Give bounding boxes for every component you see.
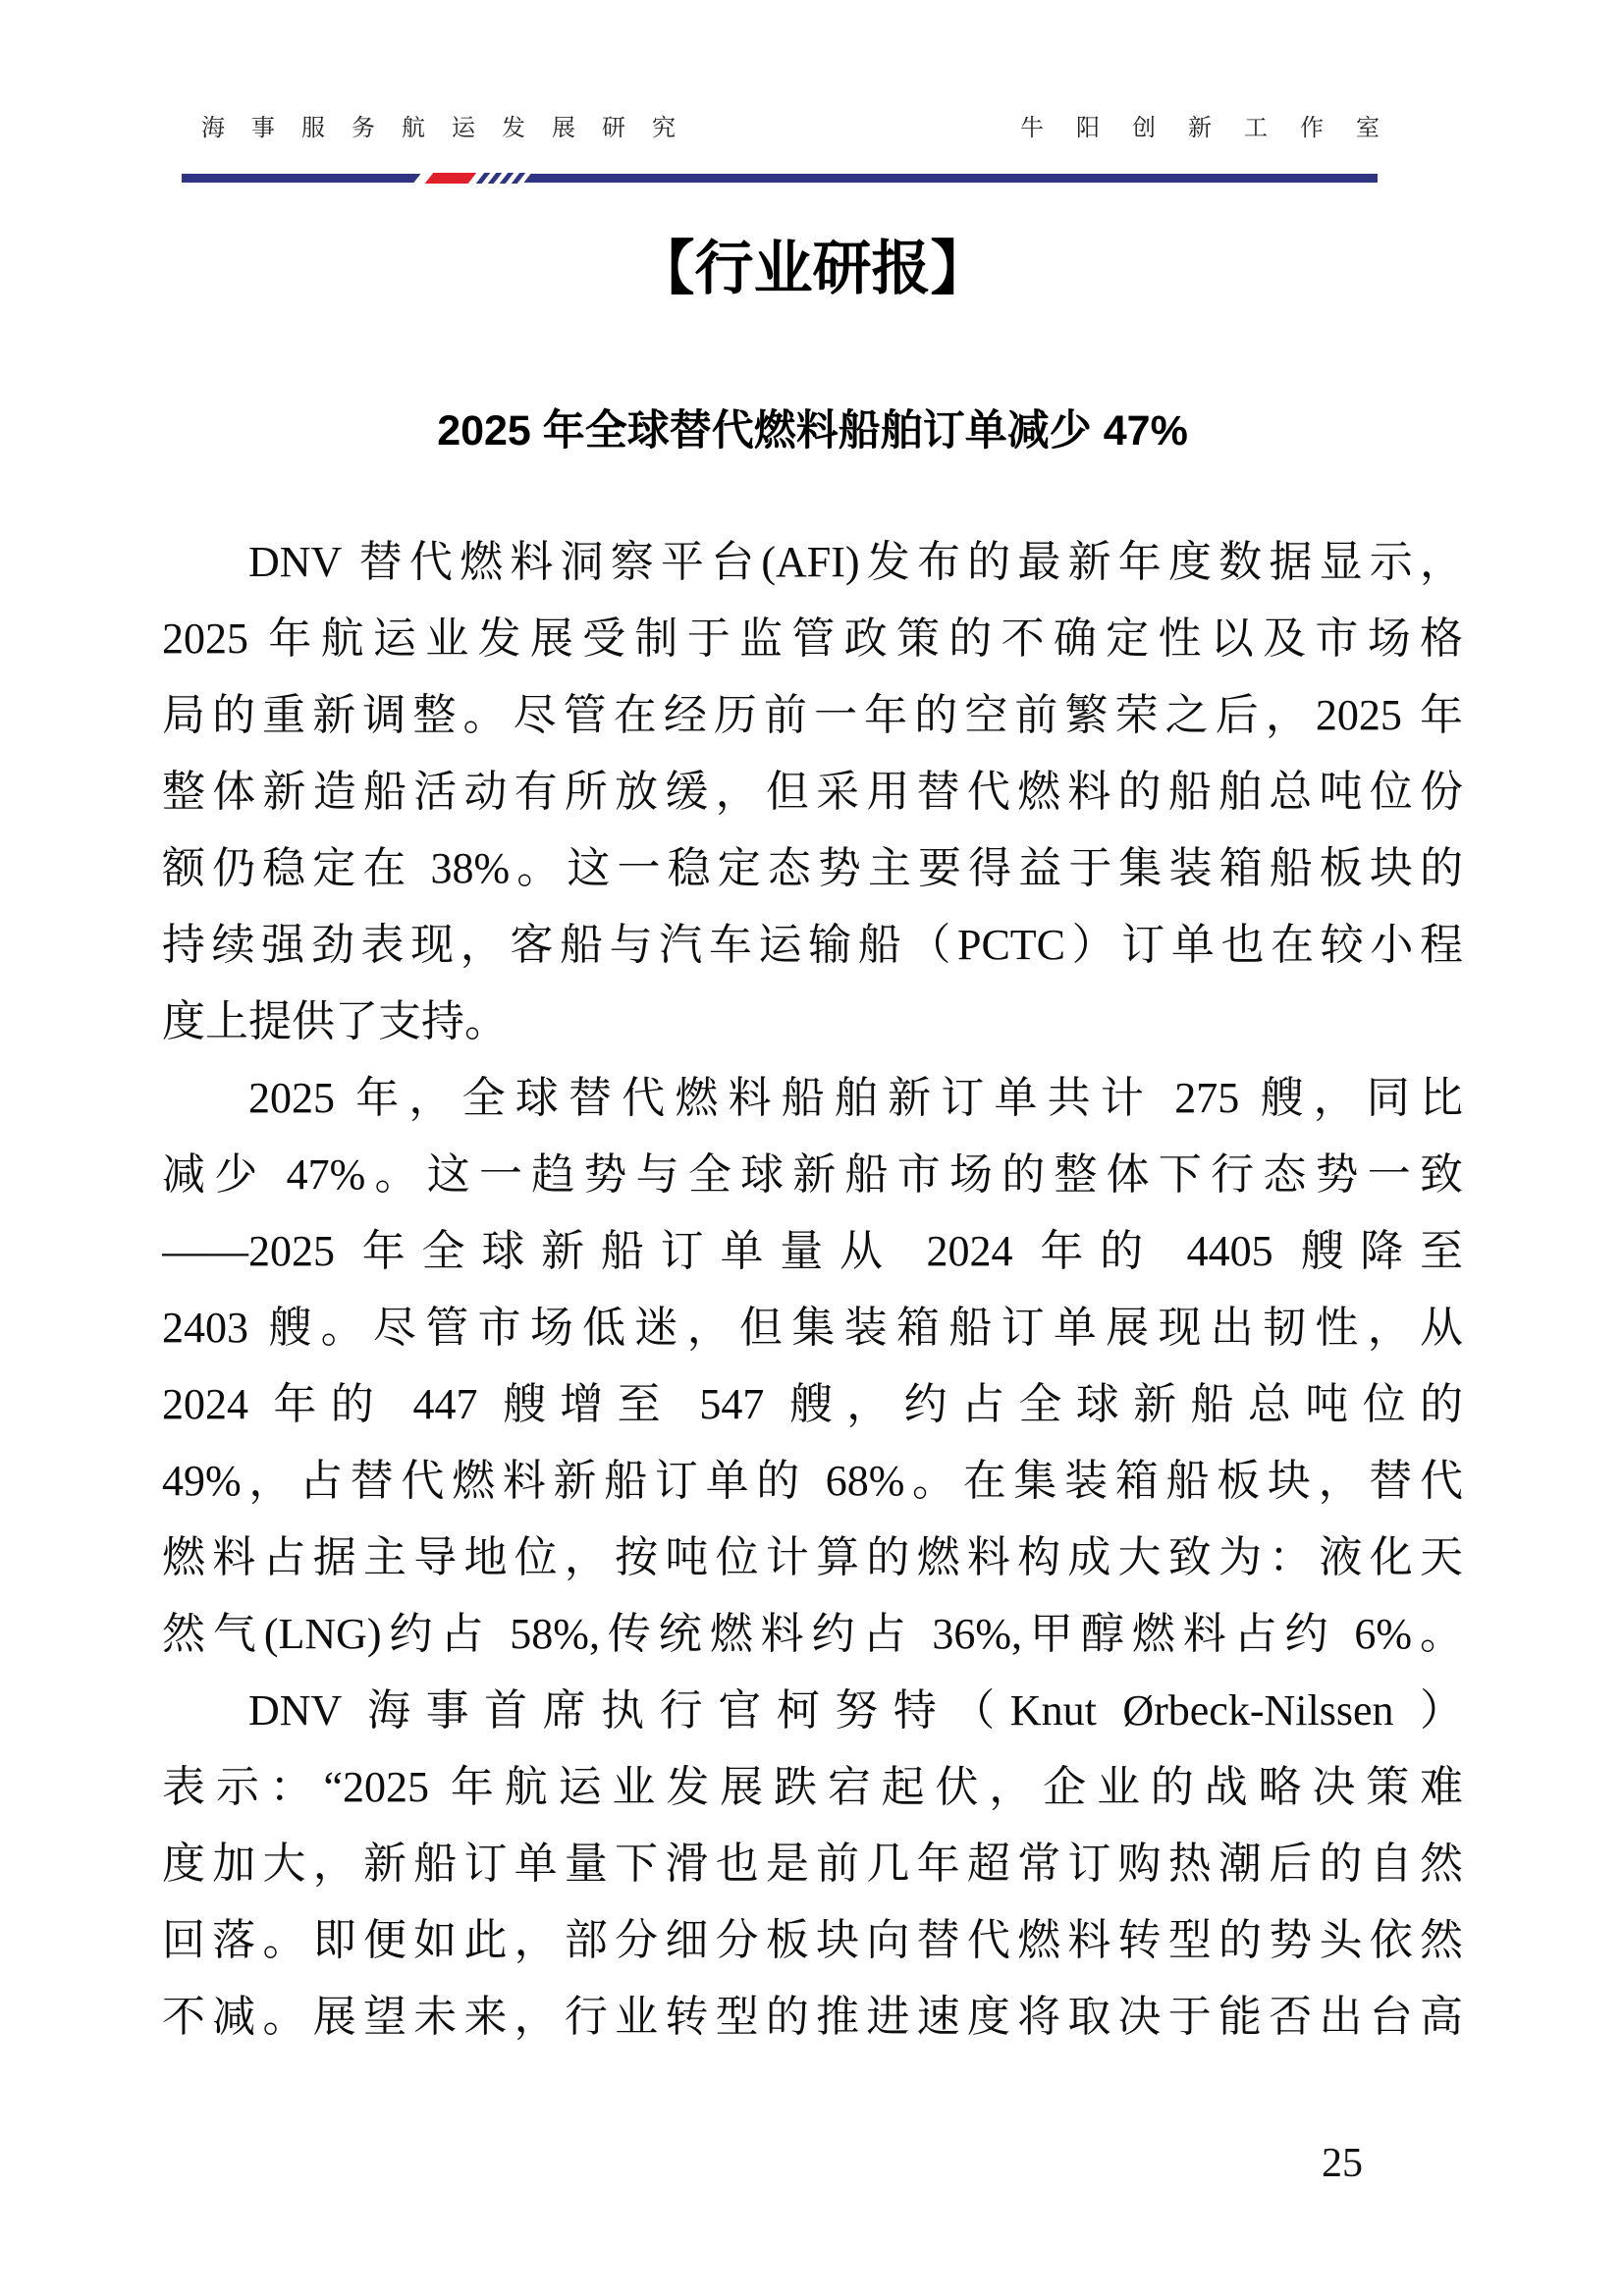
- body-line: 度加大，新船订单量下滑也是前几年超常订购热潮后的自然: [162, 1840, 1463, 1888]
- body-line: 2025 年航运业发展受制于监管政策的不确定性以及市场格: [162, 614, 1463, 663]
- body-line: 2403 艘。尽管市场低迷，但集装箱船订单展现出韧性，从: [162, 1304, 1463, 1352]
- body-line: ——2025 年全球新船订单量从 2024 年的 4405 艘降至: [162, 1227, 1463, 1275]
- header-rule: [182, 174, 1378, 183]
- body-line: 不减。展望未来，行业转型的推进速度将取决于能否出台高: [162, 1993, 1463, 2041]
- body-line: 局的重新调整。尽管在经历前一年的空前繁荣之后，2025 年: [162, 691, 1463, 739]
- section-title: 【行业研报】: [635, 236, 990, 301]
- body-text: [162, 524, 1463, 2056]
- body-line: 减少 47%。这一趋势与全球新船市场的整体下行态势一致: [162, 1150, 1463, 1199]
- body-line: 表示：“2025 年航运业发展跌宕起伏，企业的战略决策难: [162, 1763, 1463, 1811]
- body-line: 额仍稳定在 38%。这一稳定态势主要得益于集装箱船板块的: [162, 844, 1463, 892]
- body-line: 燃料占据主导地位，按吨位计算的燃料构成大致为：液化天: [162, 1533, 1463, 1581]
- body-line: DNV 海事首席执行官柯努特（Knut Ørbeck-Nilssen ）: [248, 1686, 1463, 1735]
- body-line: 然气(LNG)约占 58%,传统燃料约占 36%,甲醇燃料占约 6%。: [162, 1610, 1463, 1658]
- header-left-title: 海事服务航运发展研究: [201, 116, 702, 141]
- header-right-title: 牛阳创新工作室: [1020, 116, 1412, 141]
- body-line: 度上提供了支持。: [162, 997, 508, 1045]
- body-line: 持续强劲表现，客船与汽车运输船（PCTC）订单也在较小程: [162, 921, 1463, 969]
- body-line: 回落。即便如此，部分细分板块向替代燃料转型的势头依然: [162, 1916, 1463, 1964]
- body-line: DNV 替代燃料洞察平台(AFI)发布的最新年度数据显示，: [248, 538, 1463, 586]
- body-line: 49%，占替代燃料新船订单的 68%。在集装箱船板块，替代: [162, 1457, 1463, 1505]
- article-headline: 2025 年全球替代燃料船舶订单减少 47%: [437, 407, 1188, 454]
- body-line: 整体新造船活动有所放缓，但采用替代燃料的船舶总吨位份: [162, 768, 1463, 816]
- page-number: 25: [1322, 2141, 1363, 2186]
- body-line: 2025 年，全球替代燃料船舶新订单共计 275 艘，同比: [248, 1074, 1463, 1122]
- body-line: 2024 年的 447 艘增至 547 艘，约占全球新船总吨位的: [162, 1380, 1463, 1428]
- rule-red-accent: [425, 173, 477, 184]
